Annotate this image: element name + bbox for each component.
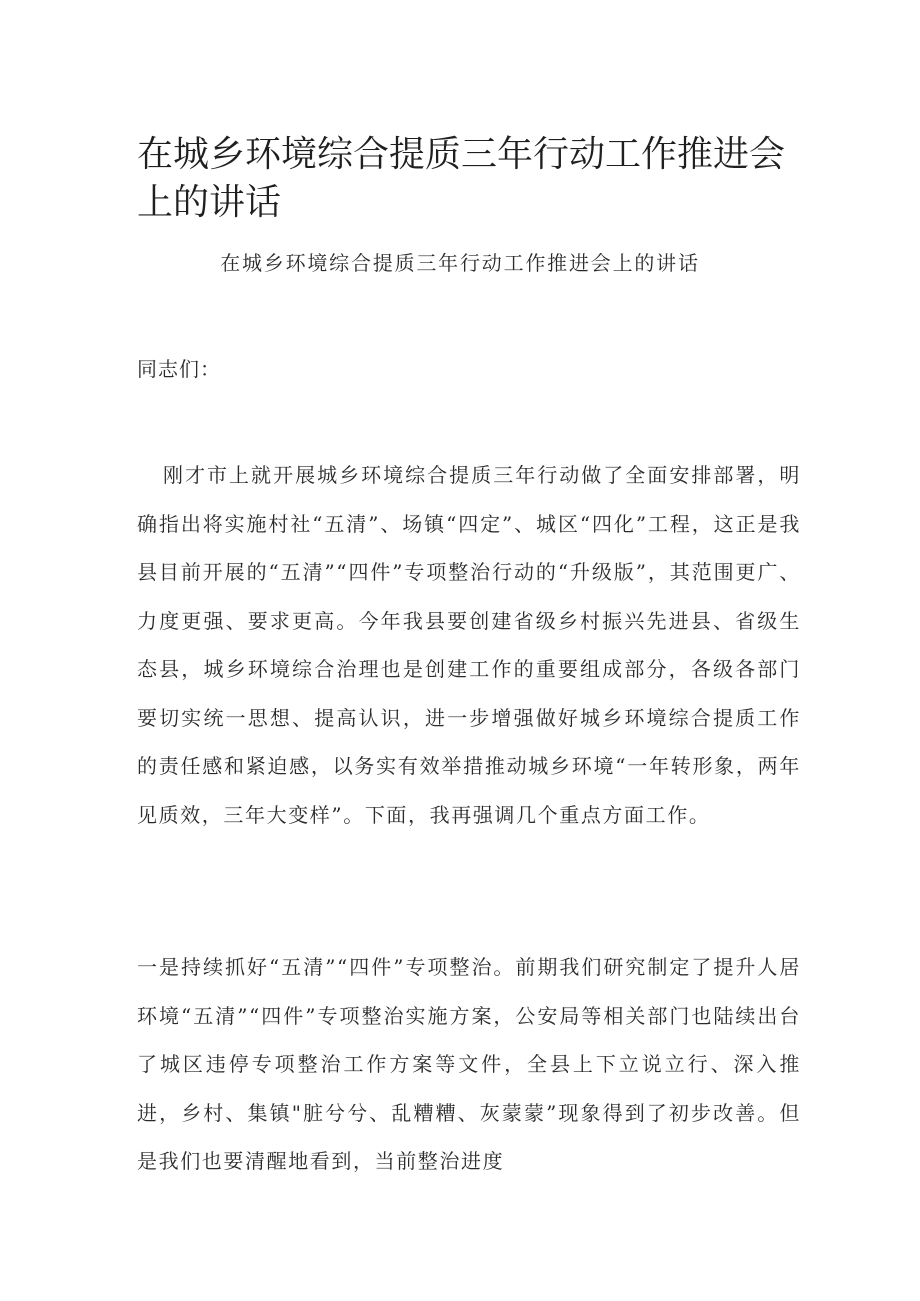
paragraph-1: 刚才市上就开展城乡环境综合提质三年行动做了全面安排部署，明确指出将实施村社“五清”、场镇“四定”、城区“四化”工程，这正是我县目前开展的“五清”“四件”专项整治行动的“升级版”，其范围更广、力度更强、要求更高。今年我县要创建省级乡村振兴先进县、省级生态县，城乡环境综合治理也是创建工作的重要组成部分，各级各部门要切实统一思想、提高认识，进一步增强做好城乡环境综合提质工作的责任感和紧迫感，以务实有效举措推动城乡环境“一年转形象，两年见质效，三年大变样”。下面，我再强调几个重点方面工作。: [137, 463, 801, 827]
salutation: 同志们：: [137, 357, 221, 381]
document-title: 在城乡环境综合提质三年行动工作推进会上的讲话: [137, 134, 786, 223]
document-subtitle: 在城乡环境综合提质三年行动工作推进会上的讲话: [220, 251, 700, 275]
paragraph-2: 一是持续抓好“五清”“四件”专项整治。前期我们研究制定了提升人居环境“五清”“四件”专项整治实施方案，公安局等相关部门也陆续出台了城区违停专项整治工作方案等文件，全县上下立说立行、深入推进，乡村、集镇"脏兮兮、乱糟糟、灰蒙蒙”现象得到了初步改善。但是我们也要清醒地看到，当前整治进度: [137, 955, 801, 1173]
